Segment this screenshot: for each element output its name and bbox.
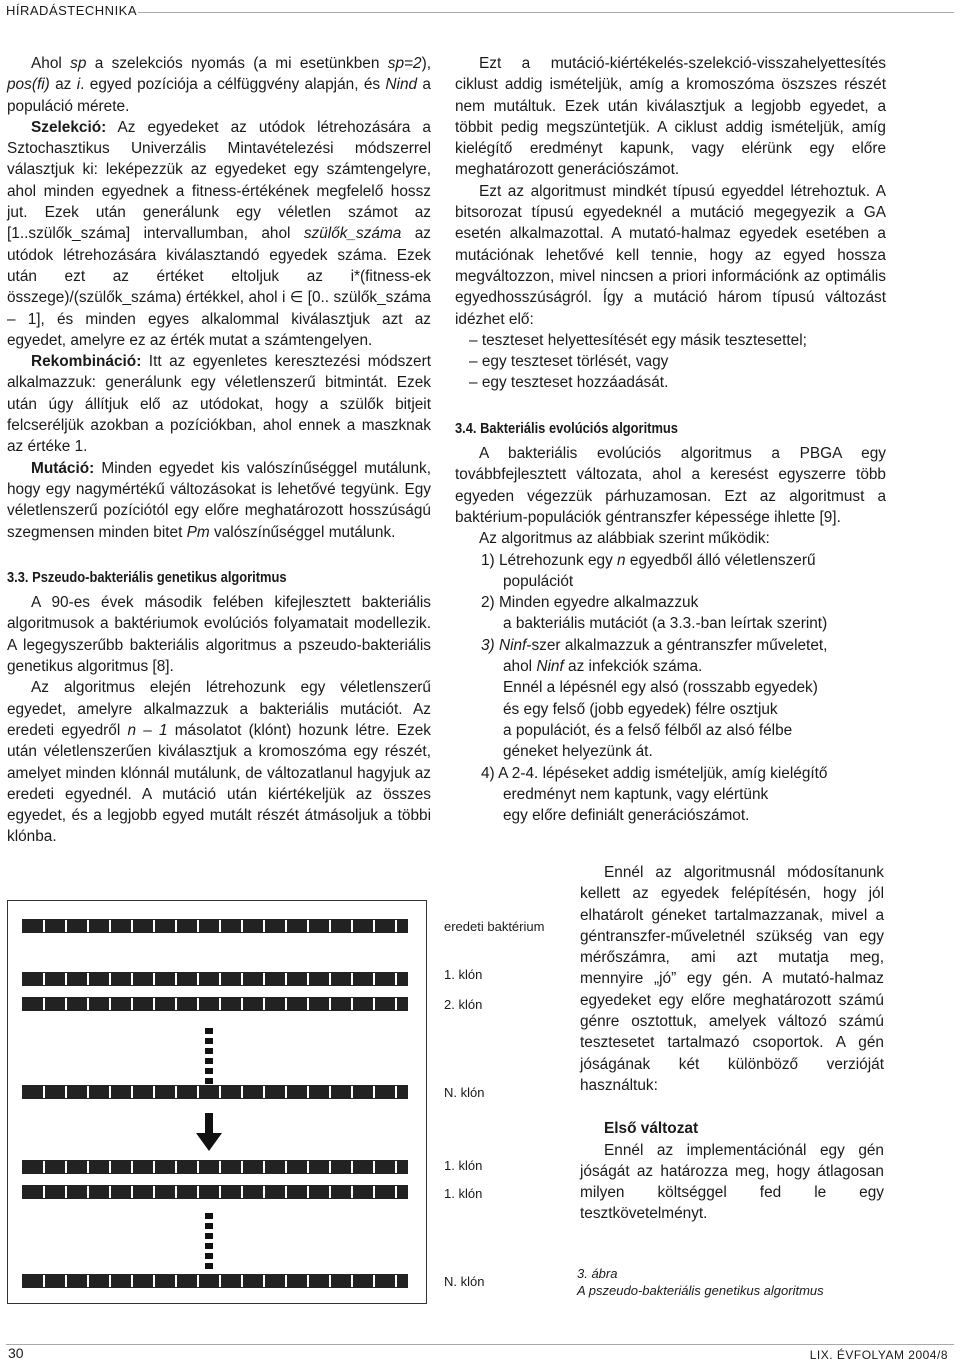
- list-item: a bakteriális mutációt (a 3.3.-ban leírtak szerint): [503, 615, 828, 633]
- down-arrow-icon: [196, 1133, 222, 1151]
- paragraph: Mutáció: Minden egyedet kis valószínűséggel mutálunk, hogy egy nagymértékű változásokat is lehetővé tegyünk. Egy véletlenszerű pozíciótól egy előre meghatározott hosszúságú szegmensen minden bitet Pm valószínűséggel mutálunk.: [7, 459, 431, 541]
- paragraph: Az algoritmus az alábbiak szerint működik:: [479, 530, 770, 548]
- list-item: populációt: [503, 572, 574, 590]
- figure-label: 1. klón: [444, 1186, 483, 1201]
- right-column: [455, 53, 886, 826]
- subheading: Első változat: [604, 1120, 699, 1138]
- paragraph: Ennél az algoritmusnál módosítanunk kellett az egyedek felépítésén, hogy jól elhatárolt géneket tartalmazzanak, mivel a géntranszfer-műveletnél szükség van egy mérőszámra, ami azt mutatja meg, mennyire „jó” egy gén. A mutató-halmaz egyedeket egy előre meghatározott számú génre osztottuk, amelyek változó számú tesztesetet tartalmazó csoportok. A gén jóságának két különböző verzióját használtuk:: [580, 864, 884, 1094]
- paragraph: A bakteriális evolúciós algoritmus a PBGA egy továbbfejlesztett változata, ahol a keresést egyszerre több egyeden végezzük párhuzamosan. Ezt az algoritmust a baktérium-populációk géntranszfer képessége ihlette [9].: [455, 445, 886, 526]
- term-label: Rekombináció:: [31, 353, 142, 371]
- footer-rule: [6, 1344, 954, 1345]
- clone-bar: [22, 972, 408, 986]
- term-label: Mutáció:: [31, 459, 95, 477]
- paragraph: A 90-es évek második felében kifejlesztett bakteriális algoritmusok a baktériumok evolúciós folyamatait modellezik. A legegyszerűbb bakteriális algoritmus a pszeudo-bakteriális genetikus algoritmus [8].: [7, 594, 431, 676]
- wrapped-text: [580, 862, 884, 1225]
- figure-caption: [577, 1265, 824, 1299]
- list-item: – teszteset helyettesítését egy másik tesztesettel;: [469, 331, 807, 349]
- paragraph: Szelekció: Az egyedeket az utódok létrehozására a Sztochasztikus Univerzális Mintavételezési módszerrel választjuk ki: leképezzük az egyedeket egy számtengelyre, ahol minden egyednek a fitness-értékének megfelelő hossz jut. Ezek után generálunk egy véletlen számot az [1..szülők_száma] intervallumban, ahol szülők_száma az utódok létrehozására kiválasztandó egyedek száma. Ezek után ezt az értéket eltoljuk az i*(fitness-ek összege)/(szülők_száma) értékkel, ahol i ∈ [0.. szülők_száma – 1], és minden egyes alkalommal kiválasztjuk azt az egyedet, amelyre ez az érték mutat a számtengelyen.: [7, 118, 431, 349]
- figure-label: 2. klón: [444, 997, 483, 1012]
- section-heading: 3.3. Pszeudo-bakteriális genetikus algoritmus: [7, 568, 287, 586]
- figure-label: N. klón: [444, 1085, 485, 1100]
- clone-bar: [22, 997, 408, 1011]
- figure-label: 1. klón: [444, 1158, 483, 1173]
- bacterium-bar: [22, 919, 408, 933]
- list-item: – egy teszteset törlését, vagy: [469, 353, 669, 371]
- list-item: 1) Létrehozunk egy n egyedből álló véletlenszerű: [481, 551, 816, 569]
- ellipsis-dots: [205, 1213, 213, 1269]
- figure-frame: [7, 900, 427, 1304]
- paragraph: Ahol sp a szelekciós nyomás (a mi esetünkben sp=2), pos(fi) az i. egyed pozíciója a célfüggvény alapján, és Nind a populáció mérete.: [7, 55, 431, 115]
- paragraph: Ennél az implementációnál egy gén jóságát az határozza meg, hogy átlagosan milyen költséggel fed le egy tesztkövetelményt.: [580, 1141, 884, 1223]
- caption-text: A pszeudo-bakteriális genetikus algoritmus: [577, 1283, 824, 1298]
- header-rule: [138, 12, 954, 13]
- paragraph: Az algoritmus elején létrehozunk egy véletlenszerű egyedet, amelyre alkalmazzuk a bakteriális mutációt. Az eredeti egyedről n – 1 másolatot (klónt) hozunk létre. Ezek után véletlenszerűen kiválasztjuk a kromoszóma egy részét, amelyet minden klónnál mutálunk, de változatlanul hagyjuk az eredeti egyednél. A mutáció után kiértékeljük az összes egyedet, és a legjobb egyed mutált részét átmásoljuk a többi klónba.: [7, 679, 431, 846]
- ellipsis-dots: [205, 1028, 213, 1084]
- caption-number: 3. ábra: [577, 1266, 618, 1281]
- list-item: – egy teszteset hozzáadását.: [469, 374, 669, 392]
- list-item: a populációt, és a felső félből az alsó félbe: [503, 721, 793, 739]
- clone-bar: [22, 1085, 408, 1099]
- figure-label: 1. klón: [444, 967, 483, 982]
- list-item: géneket helyezünk át.: [503, 743, 653, 761]
- paragraph: Ezt az algoritmust mindkét típusú egyeddel létrehoztuk. A bitsorozat típusú egyedeknél a mutáció megegyezik a GA esetén alkalmazottal. A mutató-halmaz egyedek esetében a mutációnak lehetővé kell tennie, hogy az egyed hossza megváltozzon, mivel nincsen a priori információnk az optimális egyedhosszúságról. Így a mutáció három típusú változást idézhet elő:: [455, 182, 886, 328]
- list-item: 2) Minden egyedre alkalmazzuk: [481, 594, 699, 612]
- figure-label: eredeti baktérium: [444, 919, 545, 934]
- figure-label: N. klón: [444, 1274, 485, 1289]
- volume-info: LIX. ÉVFOLYAM 2004/8: [809, 1348, 948, 1362]
- list-item: 4) A 2-4. lépéseket addig ismételjük, amíg kielégítő: [481, 764, 828, 782]
- list-item: Ennél a lépésnél egy alsó (rosszabb egyedek): [503, 679, 818, 697]
- clone-bar: [22, 1274, 408, 1288]
- paragraph: Rekombináció: Itt az egyenletes keresztezési módszert alkalmazzuk: generálunk egy véletlenszerű bitmintát. Ezek után úgy állítjuk elő az utódokat, hogy a szülők bitjeit felcseréljük azokban a pozíciókban, ahol ennek a maszknak az értéke 1.: [7, 353, 431, 456]
- list-item: eredményt nem kaptunk, vagy elértünk: [503, 785, 769, 803]
- term-label: Szelekció:: [31, 118, 107, 136]
- left-column: [7, 53, 431, 848]
- journal-title: HÍRADÁSTECHNIKA: [6, 3, 138, 18]
- list-item: és egy felső (jobb egyedek) félre osztjuk: [503, 700, 778, 718]
- clone-bar: [22, 1160, 408, 1174]
- clone-bar: [22, 1185, 408, 1199]
- down-arrow-icon: [205, 1113, 213, 1135]
- list-item: egy előre definiált generációszámot.: [503, 807, 750, 825]
- page-header: [0, 0, 960, 24]
- list-item: 3) Ninf-szer alkalmazzuk a géntranszfer műveletet,: [481, 636, 828, 654]
- page-number: 30: [8, 1345, 24, 1361]
- list-item: ahol Ninf az infekciók száma.: [503, 658, 703, 676]
- section-heading: 3.4. Bakteriális evolúciós algoritmus: [455, 419, 678, 437]
- paragraph: Ezt a mutáció-kiértékelés-szelekció-visszahelyettesítés ciklust addig ismételjük, amíg a kromoszóma öszszes részét nem mutáltuk. Ezek után kiválasztjuk a legjobb egyedet, a többit pedig megszüntetjük. A ciklust addig ismételjük, amíg kielégítő eredményt kapunk, vagy elérünk egy előre meghatározott generációszámot.: [455, 55, 886, 179]
